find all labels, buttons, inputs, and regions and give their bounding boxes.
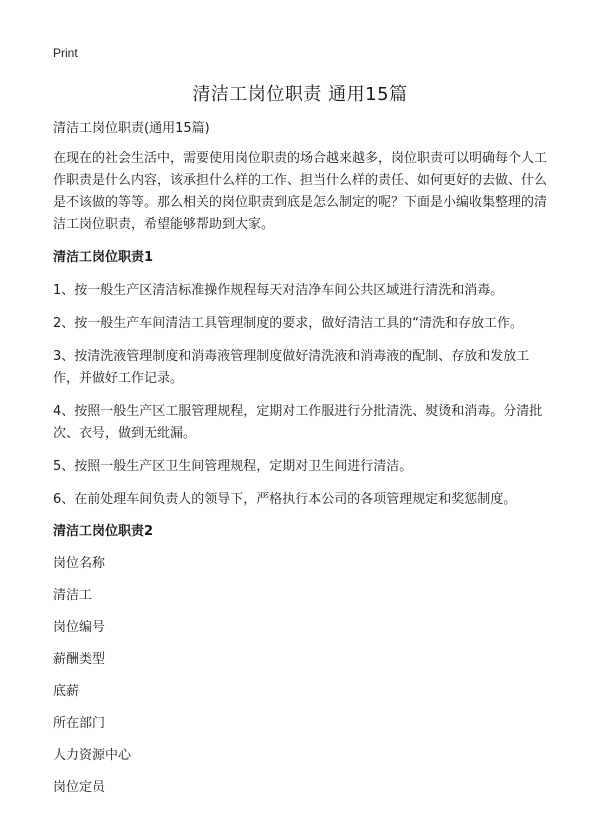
field-label-position-code: 岗位编号 (53, 620, 106, 635)
field-label-headcount: 岗位定员 (53, 780, 106, 795)
duty-item: 1、按一般生产区清洁标准操作规程每天对洁净车间公共区域进行清洗和消毒。 (53, 283, 504, 298)
duty-item: 4、按照一般生产区工服管理规程，定期对工作服进行分批清洗、熨烫和消毒。分清批次、衣号，做到无纰漏。 (53, 404, 543, 441)
duty-item: 6、在前处理车间负责人的领导下，严格执行本公司的各项管理规定和奖惩制度。 (53, 492, 517, 507)
document-title: 清洁工岗位职责 通用15篇 (192, 84, 408, 105)
field-label-salary-type: 薪酬类型 (53, 652, 106, 667)
document-body (53, 118, 553, 810)
field-value-salary-type: 底薪 (53, 684, 80, 699)
duty-item: 5、按照一般生产区卫生间管理规程，定期对卫生间进行清洁。 (53, 459, 413, 474)
field-value-department: 人力资源中心 (53, 748, 132, 763)
duty-item: 3、按清洗液管理制度和消毒液管理制度做好清洗液和消毒液的配制、存放和发放工作，并做好工作记录。 (53, 349, 530, 386)
field-value-position-name: 清洁工 (53, 588, 93, 603)
field-label-position-name: 岗位名称 (53, 556, 106, 571)
field-label-department: 所在部门 (53, 716, 106, 731)
section-heading-1: 清洁工岗位职责1 (53, 250, 154, 265)
print-label: Print (53, 46, 78, 60)
section-heading-2: 清洁工岗位职责2 (53, 524, 154, 539)
duty-item: 2、按一般生产车间清洁工具管理制度的要求，做好清洁工具的“清洗和存放工作。 (53, 316, 524, 331)
document-subtitle: 清洁工岗位职责(通用15篇) (53, 121, 210, 136)
intro-paragraph: 在现在的社会生活中，需要使用岗位职责的场合越来越多，岗位职责可以明确每个人工作职责是什么内容，该承担什么样的工作、担当什么样的责任、如何更好的去做、什么是不该做的等等。那么相关的岗位职责到底是怎么制定的呢？下面是小编收集整理的清洁工岗位职责，希望能够帮助到大家。 (53, 151, 548, 232)
